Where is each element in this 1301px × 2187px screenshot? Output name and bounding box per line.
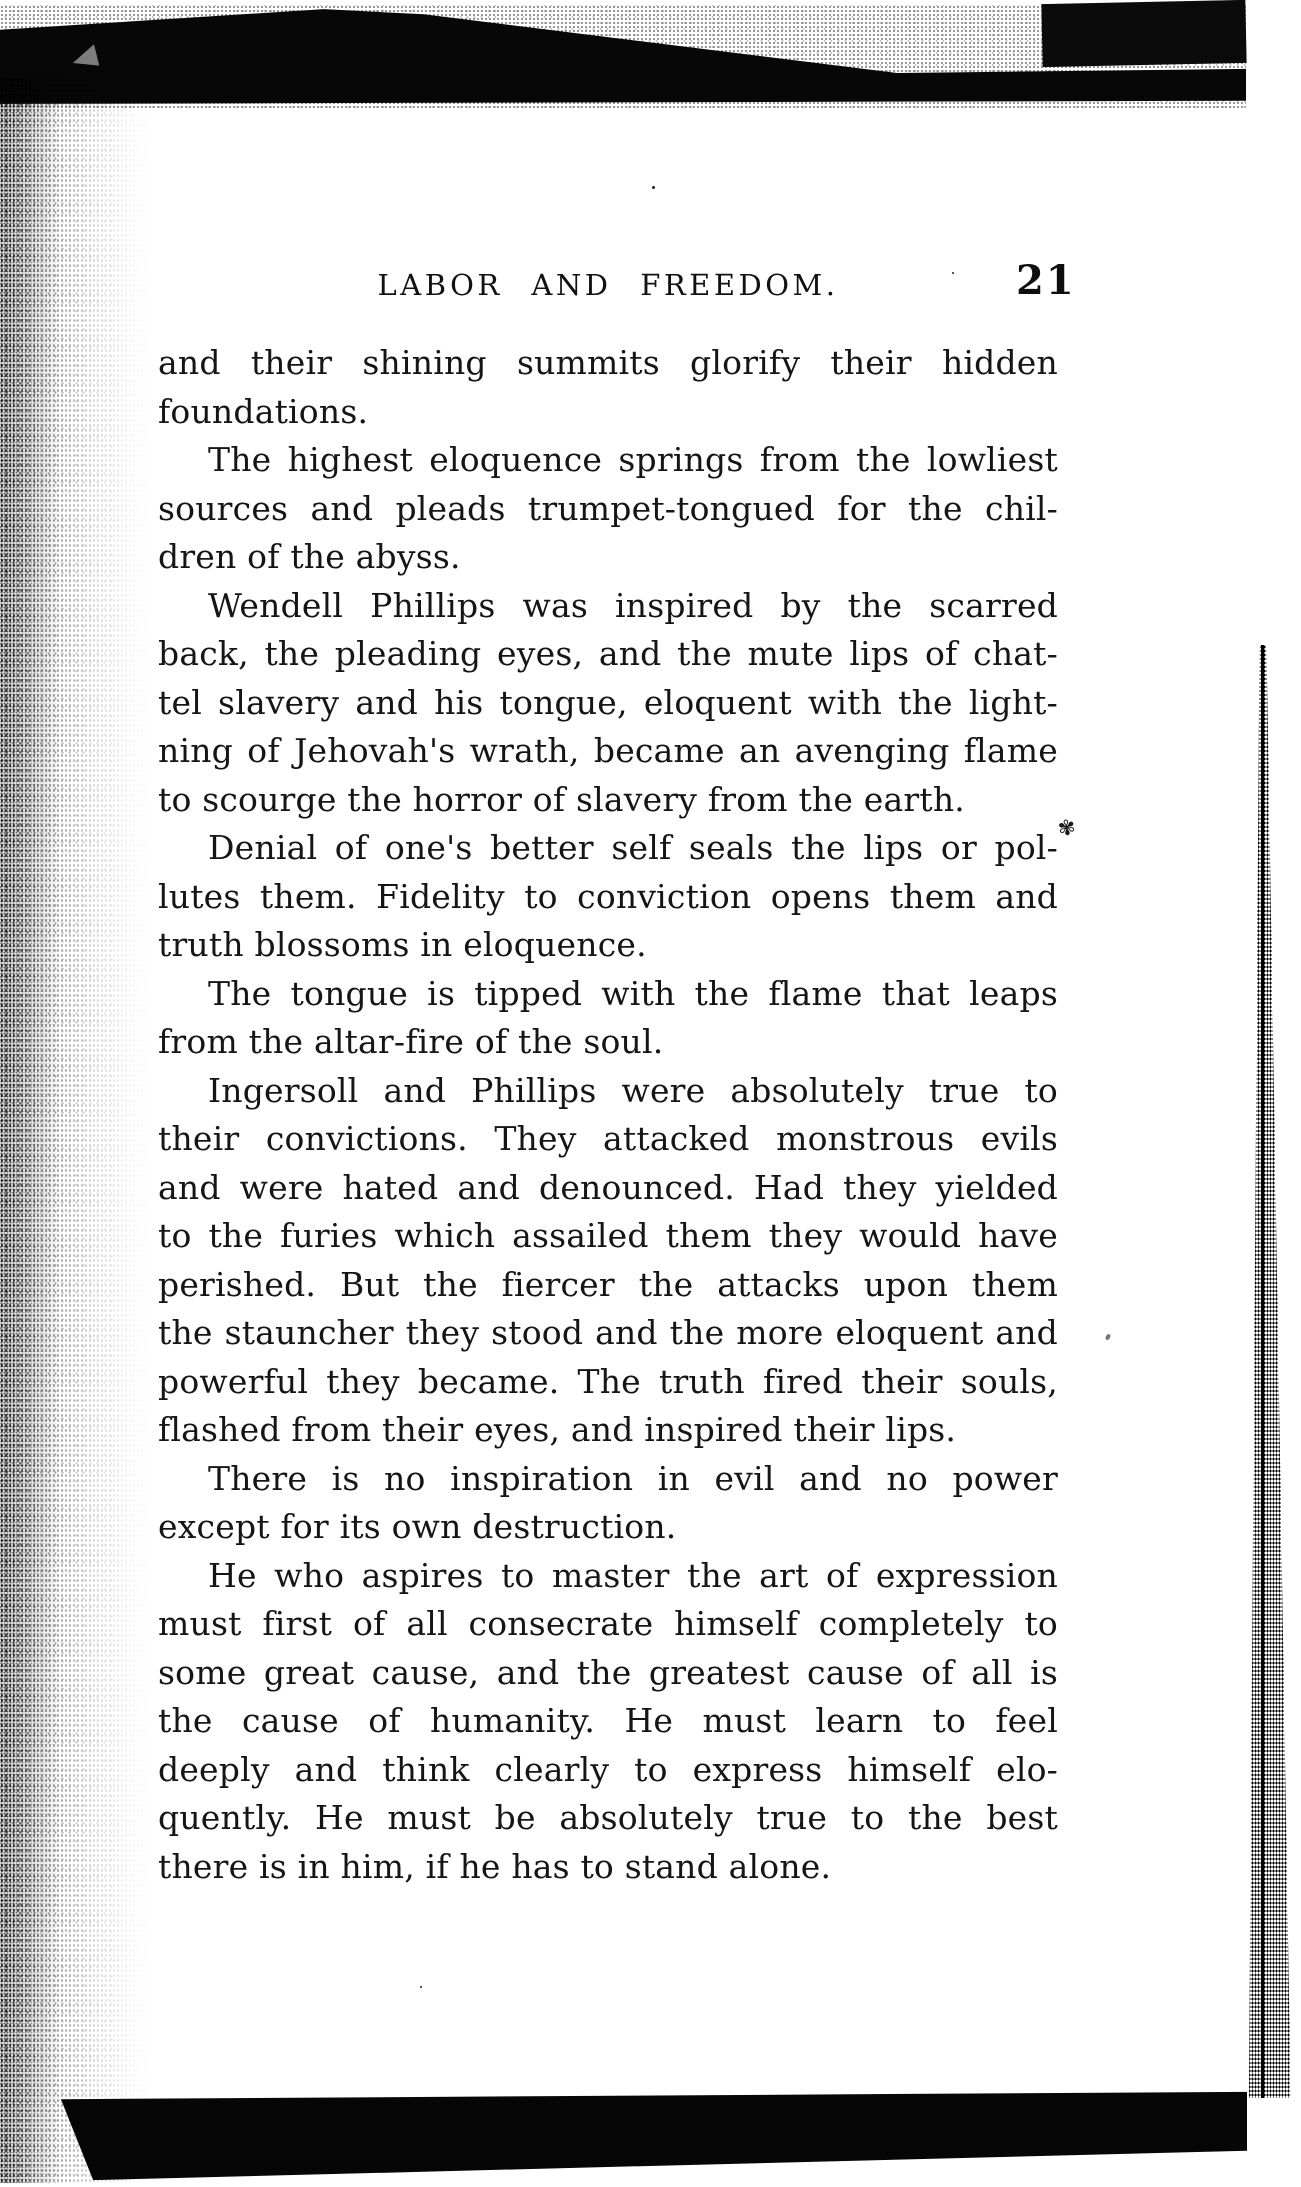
text-line: to scourge the horror of slavery from the earth. [158, 779, 965, 819]
text-line: foundations. [158, 391, 369, 431]
right-page-edge-shadow [1248, 645, 1292, 2098]
text-line: flashed from their eyes, and inspired their lips. [158, 1410, 957, 1449]
text-line: and their shining summits glorify their hidden [158, 343, 1058, 382]
page-number: 21 [1016, 257, 1076, 304]
text-line: their convictions. They attacked monstrous evils [158, 1119, 1058, 1158]
scan-bottom-band [55, 2090, 1247, 2182]
text-line: back, the pleading eyes, and the mute lips of chat- [158, 634, 1058, 673]
text-line: The tongue is tipped with the flame that leaps [208, 973, 1058, 1013]
scan-black-corner-block [1041, 0, 1246, 67]
text-line: deeply and think clearly to express himself elo- [158, 1749, 1058, 1789]
paper-smudge [1105, 1333, 1111, 1340]
text-line: the cause of humanity. He must learn to feel [158, 1701, 1058, 1740]
text-line: Denial of one's better self seals the lips or pol- [208, 828, 1058, 867]
text-line: Ingersoll and Phillips were absolutely true to [208, 1070, 1058, 1110]
text-line: There is no inspiration in evil and no power [208, 1458, 1058, 1498]
text-line: to the furies which assailed them they would have [158, 1216, 1058, 1255]
text-line: except for its own destruction. [158, 1507, 677, 1546]
left-edge-texture-dense [0, 78, 62, 2183]
text-line: some great cause, and the greatest cause of all is [158, 1652, 1058, 1692]
text-line: the stauncher they stood and the more eloquent and [158, 1313, 1058, 1352]
text-line: ning of Jehovah's wrath, became an avenging flame [158, 731, 1058, 770]
paper-speck [652, 186, 655, 189]
running-header: LABOR AND FREEDOM. [377, 268, 839, 302]
text-line: dren of the abyss. [158, 537, 461, 576]
scan-top-band [0, 5, 1246, 108]
text-line: Wendell Phillips was inspired by the scarred [208, 585, 1058, 625]
text-line: He who aspires to master the art of expression [208, 1555, 1058, 1595]
text-line: The highest eloquence springs from the lowliest [208, 440, 1058, 479]
text-line: quently. He must be absolutely true to the best [158, 1798, 1058, 1837]
text-line: there is in him, if he has to stand alone. [158, 1846, 832, 1886]
text-line: perished. But the fiercer the attacks upon them [158, 1264, 1058, 1304]
text-line: truth blossoms in eloquence. [158, 925, 647, 964]
right-page-edge-line [1261, 645, 1264, 2098]
text-line: sources and pleads trumpet-tongued for the chil- [158, 488, 1058, 528]
text-line: tel slavery and his tongue, eloquent with the light- [158, 682, 1058, 722]
text-line: and were hated and denounced. Had they yielded [158, 1167, 1058, 1207]
text-line: powerful they became. The truth fired their souls, [158, 1361, 1058, 1401]
page-body-text [158, 339, 1058, 1891]
paper-speck [420, 1986, 422, 1988]
text-line: must first of all consecrate himself completely to [158, 1604, 1058, 1643]
text-line: lutes them. Fidelity to conviction opens them and [158, 876, 1058, 916]
text-line: from the altar-fire of the soul. [158, 1022, 664, 1061]
margin-ink-mark-icon: ✾ [1056, 814, 1078, 842]
